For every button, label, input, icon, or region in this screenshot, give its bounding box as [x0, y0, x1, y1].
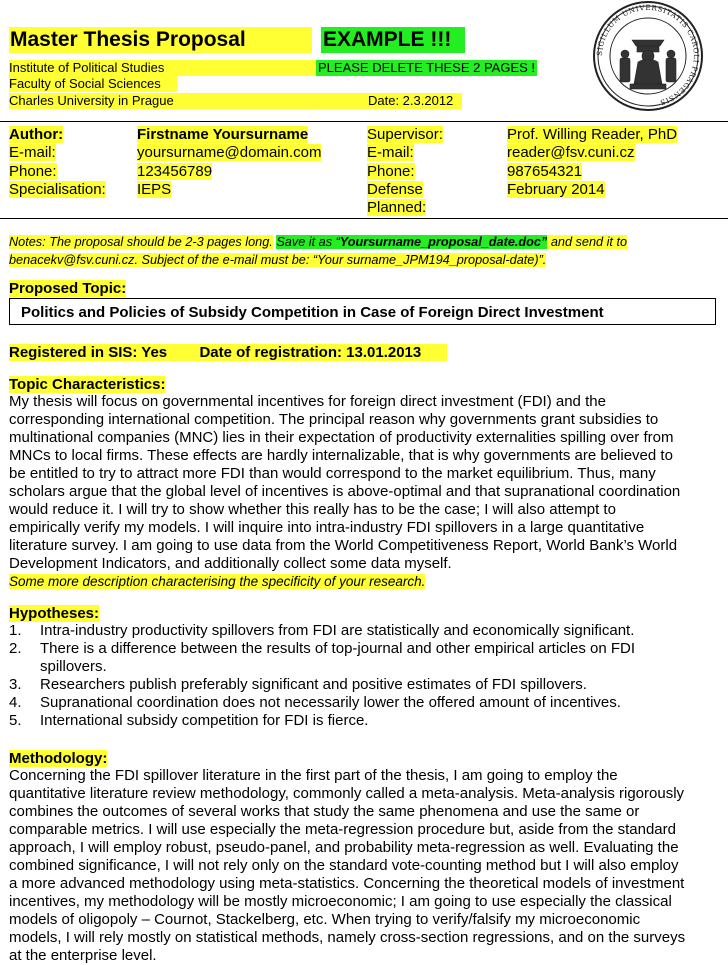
- topic-line: Development Indicators, and additionally collect some data myself.: [9, 555, 452, 572]
- hypothesis-number: 2.: [9, 640, 22, 657]
- notes-text-4: benacekv@fsv.cuni.cz. Subject of the e-mail must be: “Your surname_JPM194_proposal-date)”.: [9, 253, 547, 267]
- hypothesis-text: Supranational coordination does not necessarily lower the offered amount of incentives.: [40, 694, 621, 711]
- supervisor-phone-label: Phone:: [367, 162, 415, 180]
- faculty-line: [9, 76, 177, 92]
- notes-text-3: and send it to: [547, 235, 628, 249]
- defense-date: February 2014: [507, 180, 605, 198]
- methodology-line: approach, I will employ robust, pseudo-panel, and probability meta-regression as well. Evaluating the: [9, 839, 679, 856]
- topic-characteristics-heading: Topic Characteristics:: [9, 376, 166, 393]
- topic-line: literature survey. I am going to use data from the World Competitiveness Report, World Bank’s World: [9, 537, 678, 554]
- author-phone-label: Phone:: [9, 162, 57, 180]
- proposal-date: Date: 2.3.2012: [368, 93, 454, 108]
- registered-status: Registered in SIS: Yes: [9, 344, 168, 361]
- seal-inscription: SIGILLUM UNIVERSITATIS CAROLI PRAGENSIS: [594, 2, 702, 108]
- supervisor-values: [507, 126, 677, 199]
- author-specialisation: IEPS: [137, 180, 172, 198]
- topic-line: scholars argue that the global level of incentives is above-optimal and that supranational coordination: [9, 483, 681, 500]
- methodology-line: incentives, my methodology will be mostly microeconomic; I am going to use especially the classical: [9, 893, 672, 910]
- topic-line: My thesis will focus on governmental incentives for foreign direct investment (FDI) and the: [9, 393, 606, 410]
- author-phone: 123456789: [137, 162, 213, 180]
- hypothesis-item: [9, 622, 724, 640]
- notes-text-1: Notes: The proposal should be 2-3 pages long.: [9, 235, 273, 249]
- methodology-line: models, I will rely mostly on statistical methods, namely cross-section regressions, and on the surveys: [9, 929, 686, 946]
- header-divider: [0, 121, 728, 122]
- methodology-line: Concerning the FDI spillover literature in the first part of the thesis, I am going to employ the: [9, 767, 618, 784]
- hypothesis-number: 4.: [9, 694, 22, 711]
- hypothesis-number: 1.: [9, 622, 22, 639]
- author-labels: [9, 126, 106, 199]
- registration-line: [9, 344, 447, 361]
- hypothesis-text-continued: spillovers.: [40, 658, 107, 675]
- methodology-line: combined significance, I will not rely only on the standard vote-counting method but I will also employ: [9, 857, 679, 874]
- author-email-label: E-mail:: [9, 144, 56, 162]
- hypothesis-item: [9, 676, 724, 694]
- methodology-body: [9, 767, 724, 965]
- hypothesis-item: [9, 694, 724, 712]
- methodology-line: quantitative literature review methodology, commonly called a meta-analysis. Meta-analysis rigorously: [9, 785, 685, 802]
- methodology-heading: Methodology:: [9, 750, 108, 767]
- meta-divider: [0, 218, 728, 219]
- topic-line: multinational companies (MNC) lies in their expectation of productivity externalities spilling over from: [9, 429, 674, 446]
- notes-filename: Yoursurname_proposal_date.doc”: [339, 235, 548, 249]
- hypothesis-text: There is a difference between the results of top-journal and other empirical articles on FDI: [40, 640, 636, 657]
- hypothesis-number: 3.: [9, 676, 22, 693]
- faculty-name: Faculty of Social Sciences: [9, 76, 161, 91]
- proposed-topic-title: Politics and Policies of Subsidy Competition in Case of Foreign Direct Investment: [9, 298, 716, 325]
- author-values: [137, 126, 321, 199]
- author-email: yoursurname@domain.com: [137, 144, 322, 162]
- institute-name: Institute of Political Studies: [9, 60, 165, 75]
- hypothesis-number: 5.: [9, 712, 22, 729]
- notes-save-hint: [276, 235, 547, 249]
- notes-save-prefix: Save it as “: [276, 235, 340, 249]
- author-label: Author:: [9, 126, 64, 143]
- hypothesis-item: [9, 640, 724, 676]
- methodology-line: models of oligopoly – Cournot, Stackelberg, etc. When trying to verify/falsify my microeconomic: [9, 911, 641, 928]
- author-name: Firstname Yoursurname: [137, 126, 309, 143]
- registration-date: Date of registration: 13.01.2013: [199, 344, 422, 361]
- methodology-line: comparable metrics. I will use especially the meta-regression procedure but, aside from the standard: [9, 821, 676, 838]
- supervisor-email-label: E-mail:: [367, 144, 414, 162]
- example-badge: EXAMPLE !!!: [321, 27, 465, 53]
- hypothesis-text: Researchers publish preferably significant and positive estimates of FDI spillovers.: [40, 676, 587, 693]
- delete-notice: PLEASE DELETE THESE 2 PAGES !: [318, 60, 535, 75]
- supervisor-name: Prof. Willing Reader, PhD: [507, 126, 678, 143]
- topic-characteristics-body: [9, 393, 724, 591]
- document-title: Master Thesis Proposal: [9, 27, 312, 53]
- university-name: Charles University in Prague: [9, 93, 174, 108]
- topic-line: empirically verify my models. I will inquire into intra-industry FDI spillovers in a large quantitative: [9, 519, 645, 536]
- planned-label: Planned:: [367, 199, 427, 217]
- hypothesis-text: Intra-industry productivity spillovers from FDI are statistically and economically significant.: [40, 622, 635, 639]
- methodology-line: at the enterprise level.: [9, 947, 157, 964]
- topic-line: corresponding international competition. The principal reason why governments grant subsidies to: [9, 411, 659, 428]
- topic-line: MNCs to local firms. These effects are hardly internalizable, that is why governments are believed to: [9, 447, 673, 464]
- notes-block: [9, 233, 721, 269]
- hypothesis-text: International subsidy competition for FDI is fierce.: [40, 712, 369, 729]
- supervisor-email: reader@fsv.cuni.cz: [507, 144, 635, 162]
- supervisor-label: Supervisor:: [367, 126, 443, 143]
- methodology-line: combines the outcomes of several works that study the same phenomena and use the same or: [9, 803, 640, 820]
- topic-note: Some more description characterising the specificity of your research.: [9, 574, 426, 589]
- supervisor-phone: 987654321: [507, 162, 583, 180]
- topic-line: be entitled to try to attract more FDI than would correspond to the market equilibrium. Thus, many: [9, 465, 656, 482]
- hypothesis-item: [9, 712, 724, 730]
- methodology-line: a more advanced methodology using meta-statistics. Concerning the theoretical models of investment: [9, 875, 685, 892]
- defense-label: Defense: [367, 180, 423, 198]
- supervisor-labels: [367, 126, 443, 217]
- proposed-topic-heading: Proposed Topic:: [9, 280, 127, 297]
- hypotheses-heading: Hypotheses:: [9, 605, 100, 622]
- author-specialisation-label: Specialisation:: [9, 180, 106, 198]
- university-seal-icon: [592, 0, 704, 112]
- topic-line: would reduce it. I will try to show whether this really has to be the case; I will also attempt to: [9, 501, 616, 518]
- hypotheses-list: [9, 622, 724, 730]
